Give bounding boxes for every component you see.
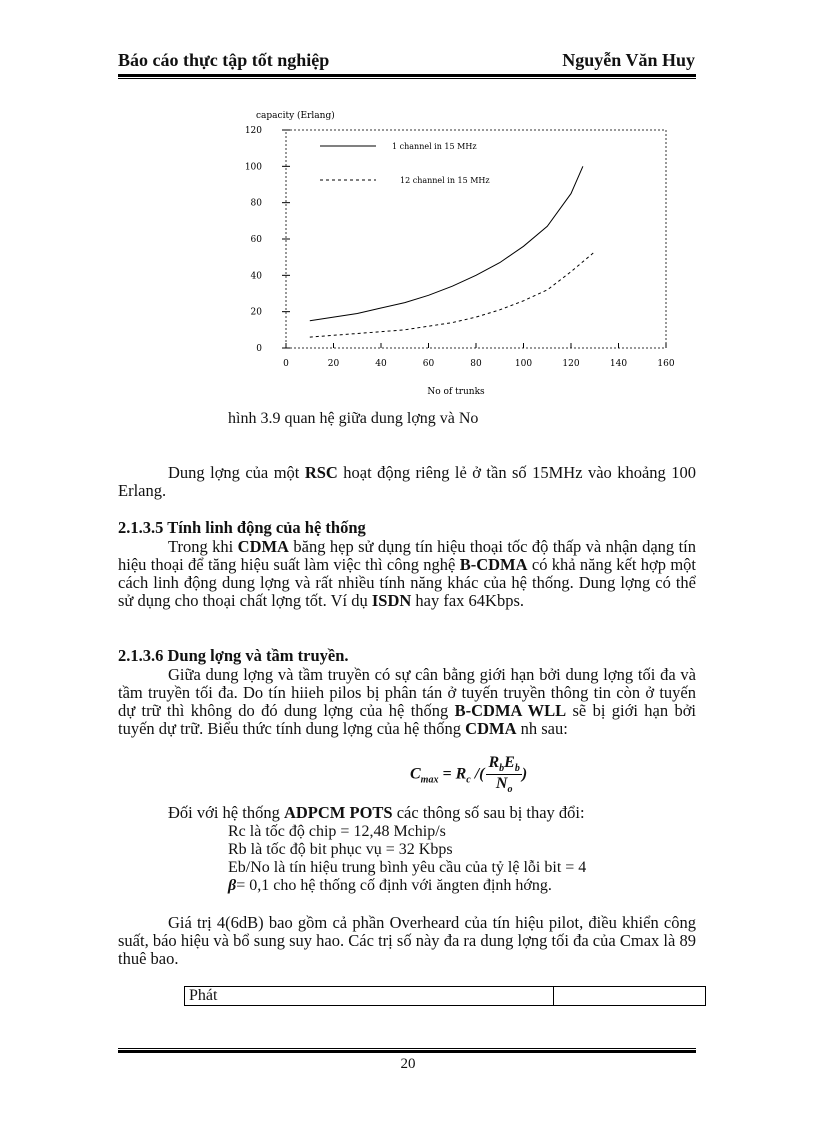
capacity-chart-svg [240, 104, 680, 404]
x-axis-label: No of trunks [427, 387, 485, 397]
x-tick-label: 100 [514, 359, 533, 369]
y-tick-label: 20 [250, 307, 262, 318]
x-tick-label: 0 [283, 359, 289, 369]
list-item: Rc là tốc độ chip = 12,48 Mchip/s [228, 823, 446, 840]
x-tick-label: 20 [327, 359, 340, 369]
x-tick-label: 40 [375, 359, 387, 369]
section-heading-flexibility: 2.1.3.5 Tính linh động của hệ thống [118, 518, 366, 537]
legend-label: 12 channel in 15 MHz [400, 176, 490, 185]
header-rule [118, 74, 696, 79]
x-tick-label: 60 [422, 359, 435, 369]
list-item: Rb là tốc độ bit phục vụ = 32 Kbps [228, 841, 453, 858]
footer-rule [118, 1048, 696, 1053]
series-line [310, 252, 595, 337]
legend-label: 1 channel in 15 MHz [392, 142, 477, 151]
x-tick-label: 80 [470, 359, 482, 369]
y-axis-label: capacity (Erlang) [256, 111, 335, 121]
formula-fraction: $\frac{R_bE_b}{N_o}$ [488, 754, 520, 796]
paragraph-range: Giữa dung lợng và tầm truyền có sự cân bằng giới hạn bởi dung lợng tối đa và tầm truyền tối đa. Do tín hiieh pilos bị phân tán ở tuyến truyền thông tin còn ở tuyến dự trữ thì không do đó dung lợng của hệ thống B-CDMA WLL sẽ bị giới hạn bởi tuyến dự trữ. Biểu thức tính dung lợng của hệ thống CDMA nh sau: [118, 665, 697, 738]
x-tick-label: 140 [609, 359, 628, 369]
header-author: Nguyễn Văn Huy [562, 50, 695, 70]
figure-caption: hình 3.9 quan hệ giữa dung lợng và No [228, 410, 479, 427]
table-cell: Phát [189, 987, 218, 1004]
paragraph-flexibility: Trong khi CDMA băng hẹp sử dụng tín hiệu thoại tốc độ thấp và nhận dạng tín hiệu thoại để tăng hiệu suất làm việc thì công nghệ B-CDMA có khả năng kết hợp một cách linh động dung lợng và rất nhiều tính năng khác của hệ thống. Dung lợng có thể sử dụng cho thoại chất lợng tốt. Ví dụ ISDN hay fax 64Kbps. [118, 537, 697, 610]
capacity-formula: $C_{max} = R_c$ /( $\frac{R_bE_b}{N_o}$ ) [410, 754, 528, 796]
y-tick-label: 40 [250, 271, 262, 282]
list-item: Eb/No là tín hiệu trung bình yêu cầu của tỷ lệ lỗi bit = 4 [228, 859, 587, 876]
x-tick-label: 160 [657, 359, 675, 369]
y-tick-label: 0 [256, 344, 262, 354]
y-tick-label: 80 [250, 198, 262, 209]
table-fragment [184, 986, 706, 1006]
beta-symbol: β [228, 877, 237, 894]
x-tick-label: 120 [562, 359, 580, 369]
y-tick-label: 60 [250, 235, 262, 245]
section-heading-range: 2.1.3.6 Dung lợng và tầm truyền. [118, 646, 349, 665]
table-divider [553, 987, 554, 1005]
paragraph-capacity: Dung lợng của một RSC hoạt động riêng lẻ ở tần số 15MHz vào khoảng 100 Erlang. [118, 463, 696, 500]
paragraph-overhead: Giá trị 4(6dB) bao gồm cả phần Overheard của tín hiệu pilot, điều khiển công suất, báo hiệu và bổ sung suy hao. Các trị số này đa ra dung lợng tối đa của Cmax là 89 thuê bao. [118, 913, 696, 968]
paragraph-adpcm: Đối với hệ thống ADPCM POTS các thông số sau bị thay đổi: [168, 803, 585, 822]
header-title: Báo cáo thực tập tốt nghiệp [118, 50, 330, 70]
series-line [310, 166, 583, 320]
page-header [118, 50, 695, 74]
list-item: β= 0,1 cho hệ thống cố định với ăngten định hớng. [228, 877, 552, 894]
parameter-list [228, 823, 586, 895]
capacity-chart [240, 104, 680, 404]
y-tick-label: 120 [244, 126, 262, 136]
page-number: 20 [400, 1056, 416, 1072]
y-tick-label: 100 [244, 162, 262, 173]
